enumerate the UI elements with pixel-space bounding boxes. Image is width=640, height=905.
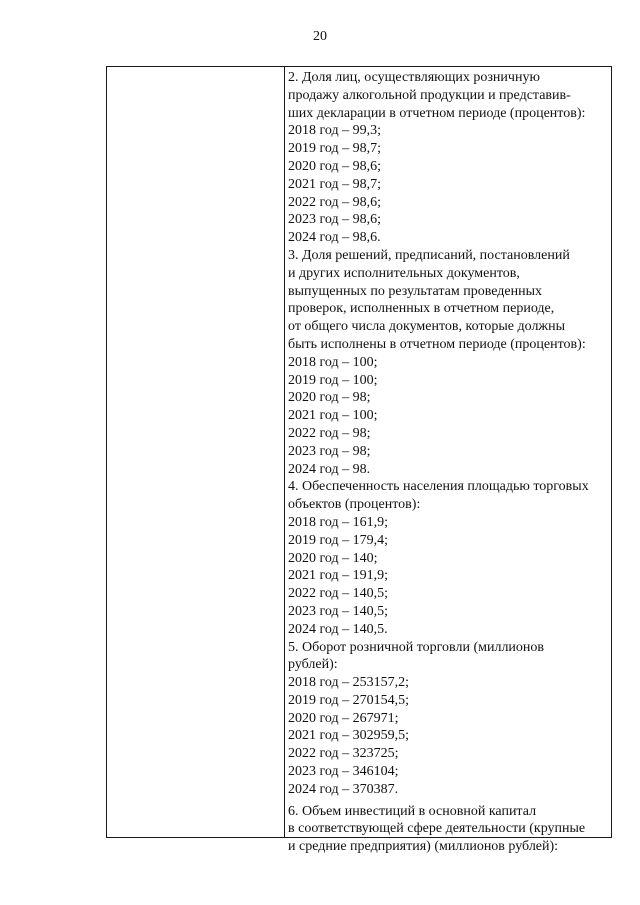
indicator-year-value: 2020 год – 267971; <box>288 710 399 726</box>
indicator-year-value: 2023 год – 140,5; <box>288 603 389 619</box>
indicator-heading-line: 6. Объем инвестиций в основной капитал <box>288 803 537 819</box>
indicator-heading-line: от общего числа документов, которые должны <box>288 319 565 335</box>
indicator-year-value: 2022 год – 98,6; <box>288 194 382 210</box>
indicator-heading-line: ших декларации в отчетном периоде (процентов): <box>288 105 586 121</box>
indicator-year-value: 2024 год – 370387. <box>288 781 399 797</box>
indicators-table <box>106 66 612 855</box>
indicator-heading-line: рублей): <box>288 657 338 673</box>
indicator-year-value: 2019 год – 270154,5; <box>288 692 410 708</box>
indicator-year-value: 2022 год – 98; <box>288 425 371 441</box>
indicator-section <box>288 799 611 856</box>
indicator-year-value: 2020 год – 98; <box>288 390 371 406</box>
indicator-year-value: 2021 год – 302959,5; <box>288 728 410 744</box>
table-right-column <box>285 67 611 855</box>
indicator-year-value: 2021 год – 100; <box>288 408 378 424</box>
page-number: 20 <box>313 29 327 44</box>
indicator-heading-line: и средние предприятия) (миллионов рублей): <box>288 839 559 855</box>
indicator-heading-line: быть исполнены в отчетном периоде (процентов): <box>288 336 586 352</box>
indicator-year-value: 2023 год – 346104; <box>288 764 399 780</box>
indicator-year-value: 2024 год – 140,5. <box>288 621 388 637</box>
indicator-year-value: 2018 год – 100; <box>288 354 378 370</box>
indicator-year-value: 2020 год – 140; <box>288 550 378 566</box>
indicator-year-value: 2023 год – 98,6; <box>288 212 382 228</box>
indicator-heading-line: 3. Доля решений, предписаний, постановлений <box>288 247 570 263</box>
indicator-year-value: 2024 год – 98. <box>288 461 371 477</box>
indicator-section <box>288 69 611 247</box>
indicator-year-value: 2022 год – 140,5; <box>288 586 389 602</box>
indicator-section <box>288 478 611 638</box>
indicator-year-value: 2018 год – 161,9; <box>288 514 389 530</box>
indicator-year-value: 2018 год – 99,3; <box>288 123 382 139</box>
indicator-year-value: 2019 год – 179,4; <box>288 532 389 548</box>
indicator-heading-line: в соответствующей сфере деятельности (крупные <box>288 821 586 837</box>
indicator-year-value: 2018 год – 253157,2; <box>288 675 410 691</box>
indicator-heading-line: выпущенных по результатам проведенных <box>288 283 543 299</box>
indicator-heading-line: 2. Доля лиц, осуществляющих розничную <box>288 70 540 85</box>
table-left-column <box>107 67 285 837</box>
indicator-year-value: 2020 год – 98,6; <box>288 158 382 174</box>
indicator-year-value: 2023 год – 98; <box>288 443 371 459</box>
indicator-section <box>288 639 611 799</box>
indicator-heading-line: и других исполнительных документов, <box>288 265 520 281</box>
indicator-section <box>288 247 611 478</box>
indicator-year-value: 2019 год – 100; <box>288 372 378 388</box>
indicator-year-value: 2021 год – 98,7; <box>288 176 382 192</box>
indicator-year-value: 2024 год – 98,6. <box>288 230 381 246</box>
indicator-year-value: 2019 год – 98,7; <box>288 141 382 157</box>
indicator-year-value: 2021 год – 191,9; <box>288 568 389 584</box>
indicator-heading-line: объектов (процентов): <box>288 497 421 513</box>
indicator-heading-line: 5. Оборот розничной торговли (миллионов <box>288 639 545 655</box>
indicator-year-value: 2022 год – 323725; <box>288 746 399 762</box>
indicator-heading-line: продажу алкогольной продукции и представив- <box>288 87 571 103</box>
indicator-heading-line: 4. Обеспеченность населения площадью торговых <box>288 479 589 495</box>
indicator-heading-line: проверок, исполненных в отчетном периоде, <box>288 301 555 317</box>
